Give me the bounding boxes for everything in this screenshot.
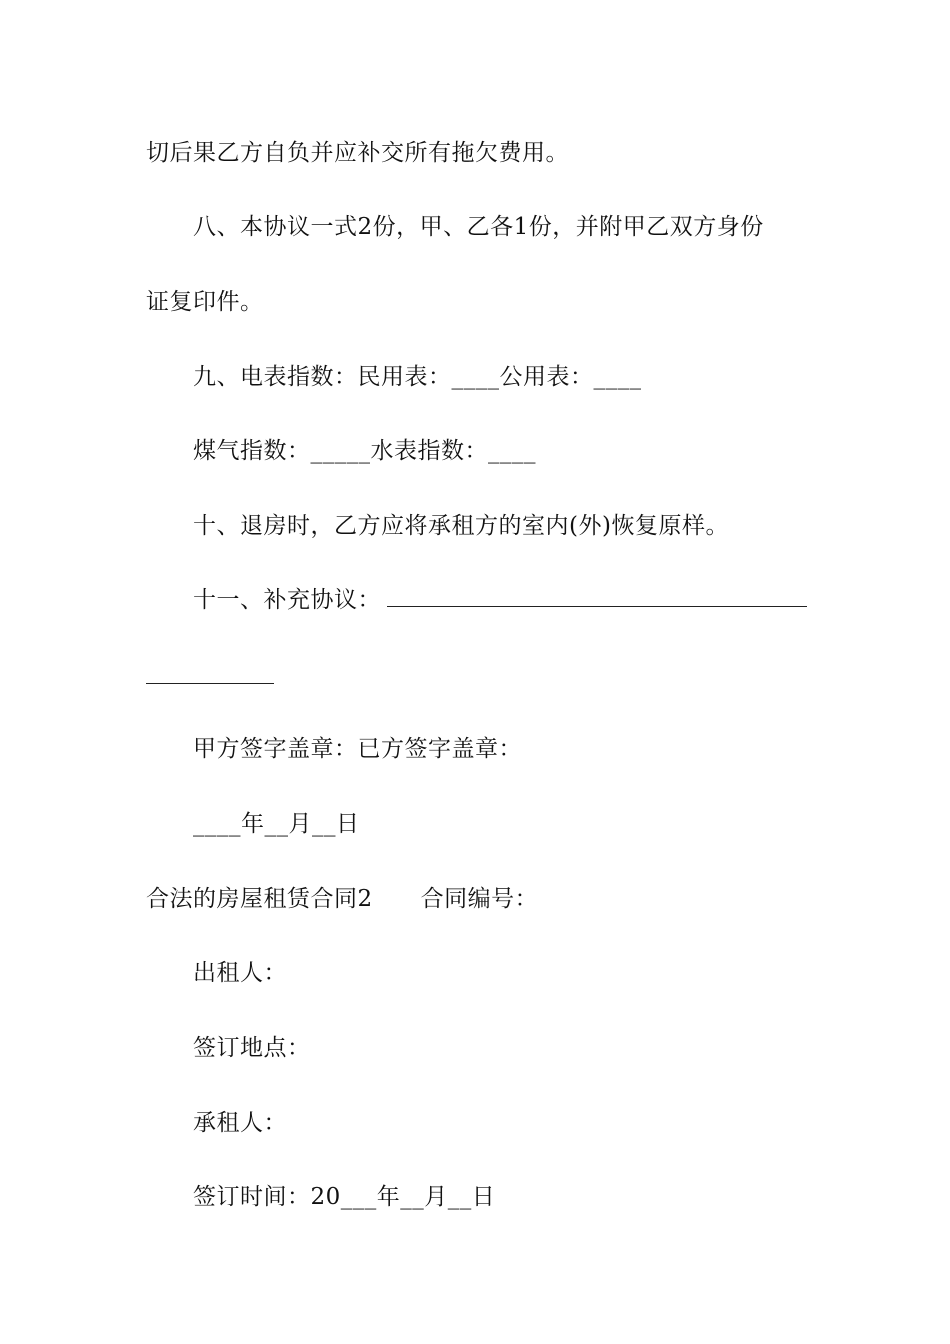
supplement-blank-line-continued bbox=[146, 683, 274, 684]
gas-water-readings: 煤气指数：_____水表指数：____ bbox=[193, 438, 536, 464]
contract-title: 合法的房屋租赁合同2 bbox=[146, 886, 373, 912]
signing-time-field: 签订时间：20___年__月__日 bbox=[193, 1184, 496, 1210]
date-line: ____年__月__日 bbox=[193, 811, 360, 837]
supplement-blank-line bbox=[387, 606, 807, 607]
paragraph-line: 切后果乙方自负并应补交所有拖欠费用。 bbox=[146, 140, 569, 166]
clause-eight: 八、本协议一式2份，甲、乙各1份，并附甲乙双方身份 bbox=[193, 214, 764, 240]
clause-nine-meter-readings: 九、电表指数：民用表：____公用表：____ bbox=[193, 364, 642, 390]
contract-heading bbox=[146, 884, 538, 914]
clause-ten: 十、退房时，乙方应将承租方的室内(外)恢复原样。 bbox=[193, 513, 729, 539]
clause-eleven-supplement: 十一、补充协议： bbox=[193, 587, 381, 613]
lessee-field: 承租人： bbox=[193, 1110, 287, 1136]
contract-number-label: 合同编号： bbox=[420, 886, 539, 912]
signature-line: 甲方签字盖章：已方签字盖章： bbox=[193, 736, 522, 762]
paragraph-line: 证复印件。 bbox=[146, 289, 264, 315]
lessor-field: 出租人： bbox=[193, 960, 287, 986]
signing-place-field: 签订地点： bbox=[193, 1035, 311, 1061]
